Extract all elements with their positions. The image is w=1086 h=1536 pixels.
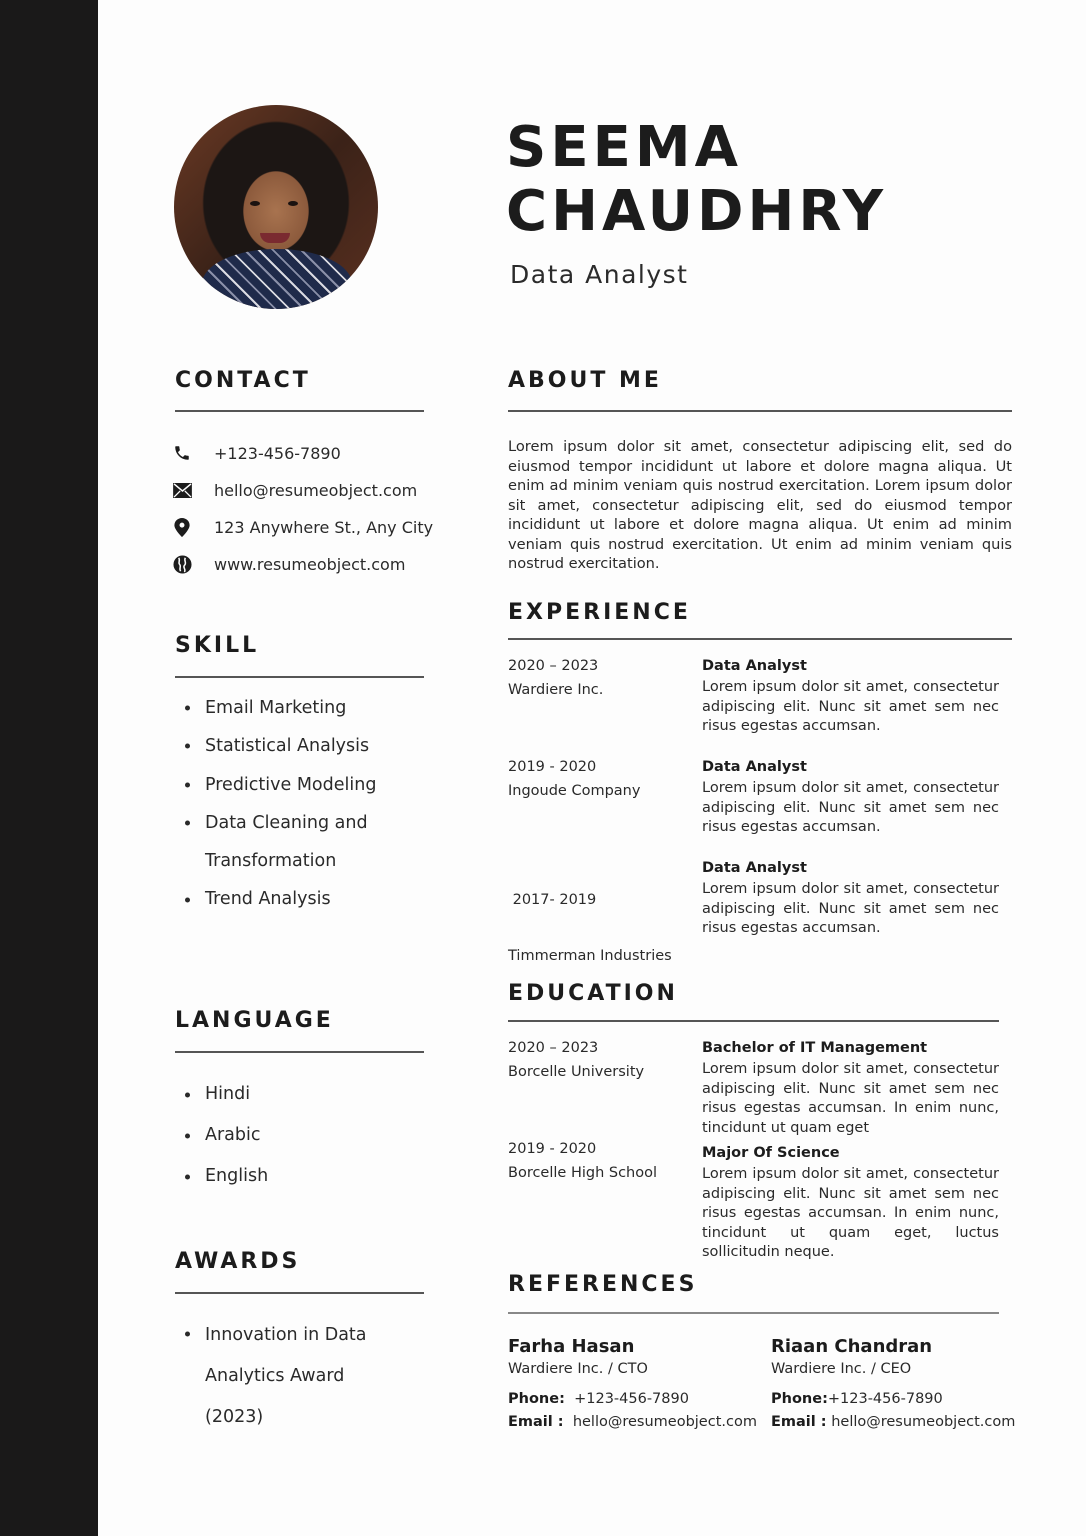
experience-entry-1-meta — [508, 654, 603, 702]
education-entry-2-detail — [702, 1141, 999, 1263]
education-degree: Major Of Science — [702, 1145, 840, 1161]
last-name: CHAUDHRY — [506, 179, 888, 244]
awards-divider — [175, 1292, 424, 1294]
contact-website-text: www.resumeobject.com — [214, 554, 406, 574]
reference-phone-value: +123-456-7890 — [574, 1391, 689, 1407]
reference-card-1 — [508, 1336, 757, 1434]
about-heading: ABOUT ME — [508, 368, 662, 393]
photo-eye-left — [250, 201, 260, 206]
experience-company: Wardiere Inc. — [508, 682, 604, 698]
language-list — [182, 1074, 268, 1197]
email-label: Email : — [771, 1414, 827, 1430]
experience-entry-3-detail — [702, 856, 999, 939]
reference-name: Farha Hasan — [508, 1336, 635, 1357]
education-entry-1-detail — [702, 1036, 999, 1138]
contact-website — [172, 554, 405, 574]
reference-position: Wardiere Inc. / CEO — [771, 1361, 912, 1377]
skill-heading: SKILL — [175, 633, 260, 658]
photo-eye-right — [288, 201, 298, 206]
photo-smile — [260, 233, 290, 243]
references-heading: REFERENCES — [508, 1272, 698, 1297]
language-item: Arabic — [182, 1115, 268, 1156]
reference-email-value: hello@resumeobject.com — [572, 1414, 757, 1430]
phone-label: Phone: — [508, 1391, 565, 1407]
education-dates: 2019 - 2020 — [508, 1141, 597, 1157]
contact-address-text: 123 Anywhere St., Any City — [214, 517, 434, 537]
education-description: Lorem ipsum dolor sit amet, consectetur adipiscing elit. Nunc sit amet sem nec risus egestas accumsan. In enim nunc, tincidunt ut quam eget, luctus sollicitudin neque. — [702, 1166, 999, 1260]
reference-email-value: hello@resumeobject.com — [831, 1414, 1016, 1430]
experience-description: Lorem ipsum dolor sit amet, consectetur adipiscing elit. Nunc sit amet sem nec risus egestas accumsan. — [702, 881, 999, 936]
contact-email — [172, 480, 417, 500]
skill-item: Email Marketing — [182, 689, 422, 727]
education-description: Lorem ipsum dolor sit amet, consectetur adipiscing elit. Nunc sit amet sem nec risus egestas accumsan. In enim nunc, tincidunt ut quam eget — [702, 1061, 999, 1136]
experience-description: Lorem ipsum dolor sit amet, consectetur adipiscing elit. Nunc sit amet sem nec risus egestas accumsan. — [702, 679, 999, 734]
email-label: Email : — [508, 1414, 564, 1430]
education-school: Borcelle University — [508, 1064, 645, 1080]
skill-item: Data Cleaning and Transformation — [182, 804, 382, 881]
award-item: Innovation in Data Analytics Award (2023) — [182, 1315, 382, 1438]
experience-dates: 2019 - 2020 — [508, 759, 597, 775]
contact-divider — [175, 410, 424, 412]
reference-email — [508, 1411, 757, 1434]
about-divider — [508, 410, 1012, 412]
contact-phone — [172, 443, 341, 463]
reference-phone — [508, 1388, 757, 1411]
education-degree: Bachelor of IT Management — [702, 1040, 928, 1056]
reference-email — [771, 1411, 1015, 1434]
skill-list — [182, 689, 422, 919]
reference-phone — [771, 1388, 1015, 1411]
reference-position: Wardiere Inc. / CTO — [508, 1361, 648, 1377]
globe-icon — [172, 554, 192, 574]
experience-company: Ingoude Company — [508, 783, 641, 799]
contact-heading: CONTACT — [175, 368, 311, 393]
experience-entry-1-detail — [702, 654, 999, 737]
experience-description: Lorem ipsum dolor sit amet, consectetur adipiscing elit. Nunc sit amet sem nec risus egestas accumsan. — [702, 780, 999, 835]
education-divider — [508, 1020, 999, 1022]
references-divider — [508, 1312, 999, 1314]
first-name: SEEMA — [506, 115, 742, 180]
language-item: Hindi — [182, 1074, 268, 1115]
experience-heading: EXPERIENCE — [508, 600, 691, 625]
contact-email-text: hello@resumeobject.com — [214, 480, 418, 500]
candidate-name — [506, 116, 887, 244]
experience-divider — [508, 638, 1012, 640]
awards-list — [182, 1315, 382, 1438]
contact-phone-text: +123-456-7890 — [214, 443, 341, 463]
sidebar-accent-bar — [0, 0, 98, 1536]
awards-heading: AWARDS — [175, 1249, 301, 1274]
education-entry-1-meta — [508, 1036, 644, 1084]
skill-item: Trend Analysis — [182, 880, 422, 918]
skill-divider — [175, 676, 424, 678]
experience-role: Data Analyst — [702, 759, 807, 775]
reference-phone-value: +123-456-7890 — [827, 1391, 943, 1407]
experience-company: Timmerman Industries — [508, 948, 672, 964]
experience-dates: 2020 – 2023 — [508, 658, 599, 674]
reference-card-2 — [771, 1336, 1015, 1434]
education-entry-2-meta — [508, 1137, 657, 1185]
envelope-icon — [172, 480, 192, 500]
language-heading: LANGUAGE — [175, 1008, 334, 1033]
experience-entry-2-meta — [508, 755, 640, 803]
profile-photo — [174, 105, 378, 309]
language-divider — [175, 1051, 424, 1053]
experience-dates: 2017- 2019 — [508, 892, 597, 908]
skill-item: Statistical Analysis — [182, 727, 422, 765]
about-text: Lorem ipsum dolor sit amet, consectetur adipiscing elit, sed do eiusmod tempor incididunt ut labore et dolore magna aliqua. Ut enim ad minim veniam quis nostrud exercitation. Lorem ipsum dolor sit amet, consectetur adipiscing elit, sed do eiusmod tempor incididunt ut labore et dolore magna aliqua. Ut enim ad minim veniam quis nostrud exercitation. Ut enim ad minim veniam quis nostrud exercitation. — [508, 438, 1012, 572]
phone-icon — [172, 443, 192, 463]
experience-entry-3-meta — [508, 856, 672, 984]
skill-item: Predictive Modeling — [182, 766, 422, 804]
language-item: English — [182, 1156, 268, 1197]
location-pin-icon — [172, 517, 192, 537]
education-school: Borcelle High School — [508, 1165, 658, 1181]
experience-role: Data Analyst — [702, 658, 807, 674]
phone-label: Phone: — [771, 1391, 828, 1407]
education-dates: 2020 – 2023 — [508, 1040, 599, 1056]
experience-role: Data Analyst — [702, 860, 807, 876]
contact-address — [172, 517, 433, 537]
photo-shirt — [202, 249, 352, 309]
job-title: Data Analyst — [510, 260, 689, 289]
experience-entry-2-detail — [702, 755, 999, 838]
reference-name: Riaan Chandran — [771, 1336, 933, 1357]
education-heading: EDUCATION — [508, 981, 678, 1006]
